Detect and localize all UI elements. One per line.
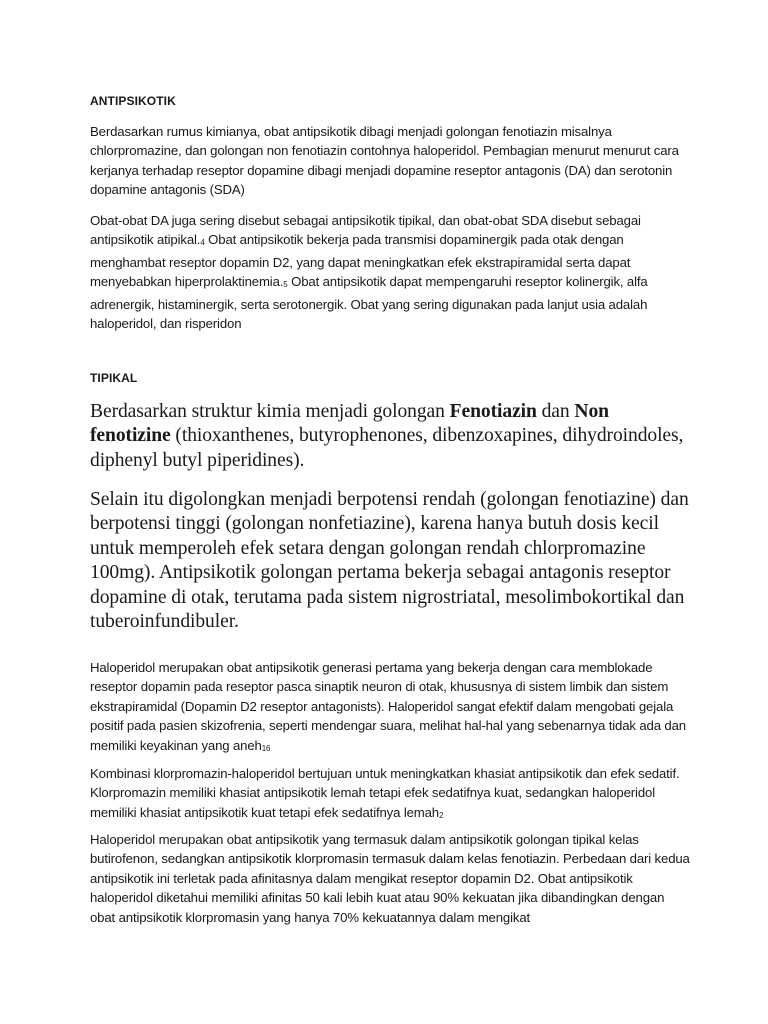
reference-number: 2 xyxy=(438,810,444,820)
section-heading-antipsikotik: ANTIPSIKOTIK xyxy=(90,94,176,108)
reference-number: 4 xyxy=(200,238,205,248)
reference-number: 5 xyxy=(283,280,288,290)
paragraph-combination xyxy=(90,764,690,825)
paragraph-text: Obat-obat DA juga sering disebut sebagai antipsikotik tipikal, dan obat-obat SDA disebut sebagai antipsikotik atipikal. xyxy=(90,213,641,248)
paragraph-text: Obat antipsikotik dapat mempengaruhi reseptor kolinergik, alfa adrenergik, histaminergik, serta serotonergik. Obat yang sering digunakan pada lanjut usia adalah haloperidol, dan risperidon xyxy=(90,274,648,332)
bold-term-non-fenotizine: Non fenotizine xyxy=(90,401,609,447)
paragraph-chemical-structure xyxy=(90,400,690,473)
paragraph-text: Haloperidol merupakan obat antipsikotik generasi pertama yang bekerja dengan cara memblokade reseptor dopamin pada reseptor pasca sinaptik neuron di otak, khususnya di sistem limbik dan sistem ekstrapiramidal (Dopamin D2 reseptor antagonists). Haloperidol sangat efektif dalam mengobati gejala positif pada pasien skizofrenia, seperti mendengar suara, melihat hal-hal yang sebenarnya tidak ada dan memiliki keyakinan yang aneh xyxy=(90,660,686,753)
reference-number: 16 xyxy=(261,743,271,753)
paragraph-text: Kombinasi klorpromazin-haloperidol bertujuan untuk meningkatkan khasiat antipsikotik dan efek sedatif. Klorpromazin memiliki khasiat antipsikotik lemah tetapi efek sedatifnya kuat, sedangkan haloperidol memiliki khasiat antipsikotik kuat tetapi efek sedatifnya lemah xyxy=(90,766,680,820)
paragraph-classification: Berdasarkan rumus kimianya, obat antipsikotik dibagi menjadi golongan fenotiazin misalnya chlorpromazine, dan golongan non fenotiazin contohnya haloperidol. Pembagian menurut menurut cara kerjanya terhadap reseptor dopamine dibagi menjadi dopamine reseptor antagonis (DA) dan serotonin dopamine antagonis (SDA) xyxy=(90,124,679,198)
paragraph-text: (thioxanthenes, butyrophenones, dibenzoxapines, dihydroindoles, diphenyl butyl piperidines). xyxy=(90,425,684,471)
paragraph-affinity: Haloperidol merupakan obat antipsikotik yang termasuk dalam antipsikotik golongan tipikal kelas butirofenon, sedangkan antipsikotik klorpromasin termasuk dalam kelas fenotiazin. Perbedaan dari kedua antipsikotik ini terletak pada afinitasnya dalam mengikat reseptor dopamin D2. Obat antipsikotik haloperidol diketahui memiliki afinitas 50 kali lebih kuat atau 90% kekuatan jika dibandingkan dengan obat antipsikotik klorpromasin yang hanya 70% kekuatannya dalam mengikat xyxy=(90,832,690,925)
bold-term-fenotiazin: Fenotiazin xyxy=(449,401,537,422)
paragraph-haloperidol-mechanism xyxy=(90,658,690,758)
paragraph-text: dan xyxy=(536,401,575,422)
paragraph-text: Obat antipsikotik bekerja pada transmisi dopaminergik pada otak dengan menghambat reseptor dopamin D2, yang dapat meningkatkan efek ekstrapiramidal serta dapat menyebabkan hiperprolaktinemia. xyxy=(90,232,631,290)
paragraph-potency: Selain itu digolongkan menjadi berpotensi rendah (golongan fenotiazine) dan berpotensi tinggi (golongan nonfetiazine), karena hanya butuh dosis kecil untuk memperoleh efek setara dengan golongan rendah chlorpromazine 100mg). Antipsikotik golongan pertama bekerja sebagai antagonis reseptor dopamine di otak, terutama pada sistem nigrostriatal, mesolimbokortikal dan tuberoinfundibuler. xyxy=(90,489,689,633)
paragraph-da-sda xyxy=(90,211,690,333)
section-heading-tipikal: TIPIKAL xyxy=(90,371,138,385)
paragraph-text: Berdasarkan struktur kimia menjadi golongan xyxy=(90,401,450,422)
